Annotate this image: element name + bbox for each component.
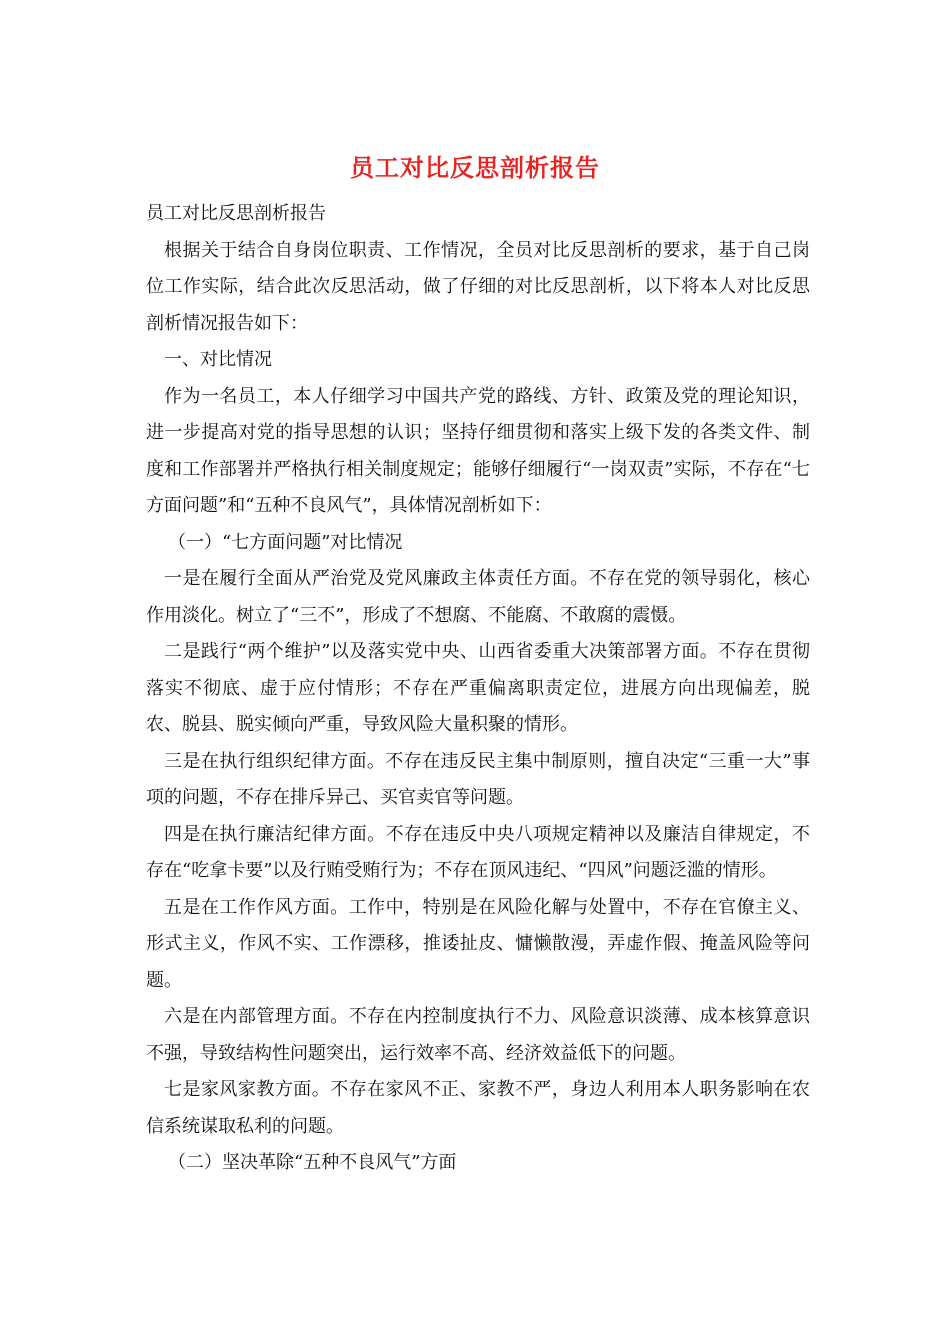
- intro-paragraph: 根据关于结合自身岗位职责、工作情况，全员对比反思剖析的要求，基于自己岗位工作实际，结合此次反思活动，做了仔细的对比反思剖析，以下将本人对比反思剖析情况报告如下：: [146, 239, 810, 334]
- document-body: [146, 196, 810, 1182]
- item-paragraph-3: 三是在执行组织纪律方面。不存在违反民主集中制原则，擅自决定“三重一大”事项的问题，不存在排斥异己、买官卖官等问题。: [146, 750, 810, 808]
- item-paragraph-6: 六是在内部管理方面。不存在内控制度执行不力、风险意识淡薄、成本核算意识不强，导致结构性问题突出，运行效率不高、经济效益低下的问题。: [146, 1006, 810, 1064]
- item-paragraph-7: 七是家风家教方面。不存在家风不正、家教不严，身边人利用本人职务影响在农信系统谋取私利的问题。: [146, 1079, 810, 1137]
- item-paragraph-5: 五是在工作作风方面。工作中，特别是在风险化解与处置中，不存在官僚主义、形式主义，作风不实、工作漂移，推诿扯皮、慵懒散漫，弄虚作假、掩盖风险等问题。: [146, 896, 810, 991]
- section-heading-1: 一、对比情况: [164, 349, 272, 370]
- subsection-heading-2: （二）坚决革除“五种不良风气”方面: [168, 1152, 457, 1173]
- document-title: 员工对比反思剖析报告: [350, 153, 600, 182]
- item-paragraph-4: 四是在执行廉洁纪律方面。不存在违反中央八项规定精神以及廉洁自律规定，不存在“吃拿卡要”以及行贿受贿行为；不存在顶风违纪、“四风”问题泛滥的情形。: [146, 823, 810, 881]
- item-paragraph-1: 一是在履行全面从严治党及党风廉政主体责任方面。不存在党的领导弱化，核心作用淡化。树立了“三不”，形成了不想腐、不能腐、不敢腐的震慑。: [146, 568, 810, 626]
- item-paragraph-2: 二是践行“两个维护”以及落实党中央、山西省委重大决策部署方面。不存在贯彻落实不彻底、虚于应付情形；不存在严重偏离职责定位，进展方向出现偏差，脱农、脱县、脱实倾向严重，导致风险大量积聚的情形。: [146, 641, 810, 735]
- subsection-heading-1: （一）“七方面问题”对比情况: [168, 531, 403, 553]
- body-heading-repeat: 员工对比反思剖析报告: [146, 203, 326, 224]
- section-1-paragraph: 作为一名员工，本人仔细学习中国共产党的路线、方针、政策及党的理论知识，进一步提高对党的指导思想的认识；坚持仔细贯彻和落实上级下发的各类文件、制度和工作部署并严格执行相关制度规定；能够仔细履行“一岗双责”实际，不存在“七方面问题”和“五种不良风气”，具体情况剖析如下：: [146, 385, 810, 516]
